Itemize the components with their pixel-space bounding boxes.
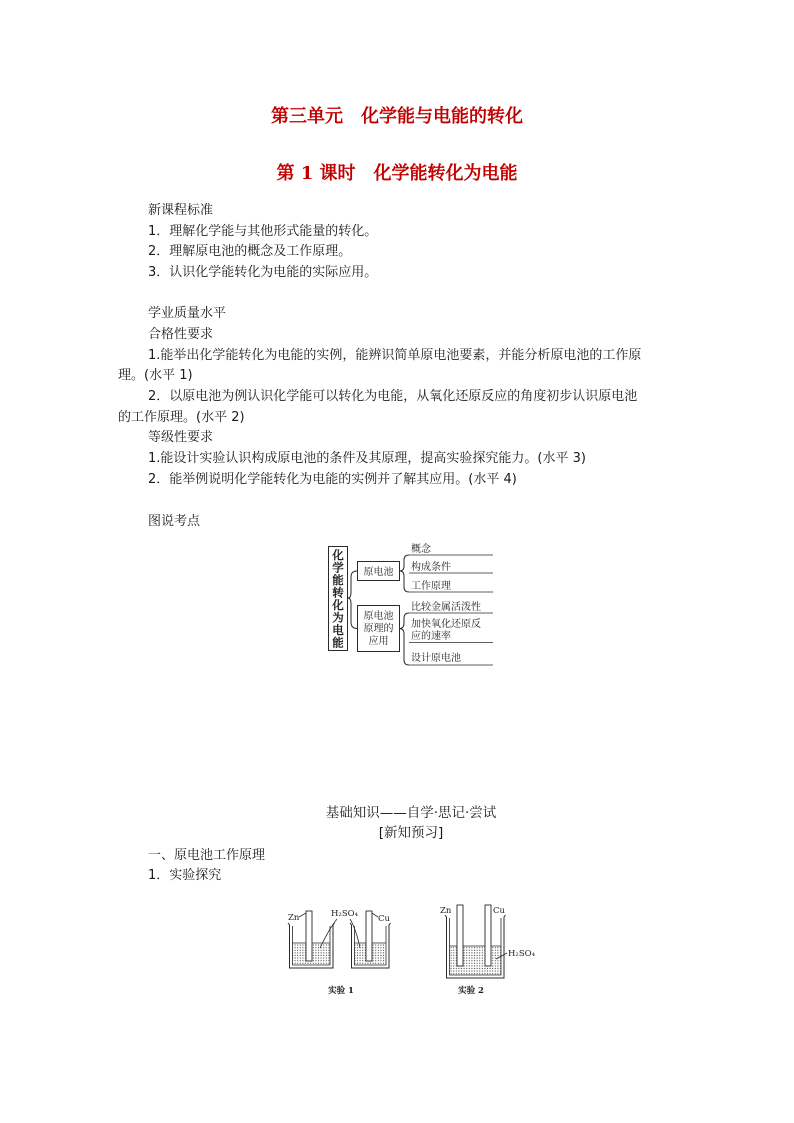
standards-item: 2．理解原电池的概念及工作原理。: [148, 244, 352, 259]
map-item-speed-reaction: 应的速率: [411, 631, 451, 642]
map-item-principle: 工作原理: [411, 581, 451, 592]
lesson-title: 第 1 课时 化学能转化为电能: [276, 163, 518, 184]
zinc-label: Zn: [288, 913, 300, 923]
zinc-leader-line: [299, 913, 306, 917]
branch-label-applications-line: 原电池: [363, 611, 394, 622]
copper-electrode: [485, 905, 491, 966]
concept-map-heading: 图说考点: [148, 514, 201, 529]
foundation-subheading: [新知预习]: [378, 825, 444, 841]
copper-electrode: [366, 911, 372, 961]
pass-requirement-line: 理。(水平 1): [118, 368, 193, 383]
map-item-concept: 概念: [411, 544, 431, 555]
subsection-heading: 1．实验探究: [148, 868, 222, 883]
root-brace: [348, 571, 357, 629]
experiment-1-caption: 实验 1: [328, 986, 354, 996]
grade-requirement-line: 1.能设计实验认识构成原电池的条件及其原理，提高实验探究能力。(水平 3): [148, 451, 586, 466]
sulfuric-acid-label: H₂SO₄: [508, 949, 536, 959]
pass-requirement-line: 1.能举出化学能转化为电能的实例，能辨识简单原电池要素，并能分析原电池的工作原: [148, 348, 642, 363]
copper-label: Cu: [493, 906, 505, 916]
zinc-electrode: [457, 905, 463, 966]
grade-requirements-heading: 等级性要求: [148, 430, 214, 445]
map-item-design-cell: 设计原电池: [411, 653, 461, 664]
quality-heading: 学业质量水平: [148, 306, 227, 321]
branch-label-applications-line: 原理的: [363, 623, 394, 635]
standards-item: 3．认识化学能转化为电能的实际应用。: [148, 265, 378, 280]
branch-label-applications-line: 应用: [368, 636, 389, 647]
experiment-2: [440, 905, 536, 996]
grade-requirement-line: 2．能举例说明化学能转化为电能的实例并了解其应用。(水平 4): [148, 472, 517, 487]
pass-requirements-heading: 合格性要求: [148, 327, 214, 342]
sulfuric-acid-label: H₂SO₄: [331, 909, 359, 919]
concept-root-label: 化学能转化为电能: [331, 548, 345, 649]
section-heading: 一、原电池工作原理: [148, 848, 266, 863]
pass-requirement-line: 2．以原电池为例认识化学能可以转化为电能，从氧化还原反应的角度初步认识原电池: [148, 389, 638, 404]
zinc-electrode: [306, 911, 312, 961]
branch-label-primary-cell: 原电池: [363, 567, 394, 578]
pass-requirement-line: 的工作原理。(水平 2): [118, 410, 245, 425]
foundation-heading: 基础知识——自学·思记·尝试: [325, 805, 497, 821]
branch-brace-primary-cell: [400, 555, 410, 592]
zinc-label: Zn: [440, 906, 452, 916]
experiment-1: [288, 909, 391, 996]
map-item-conditions: 构成条件: [411, 562, 451, 573]
map-item-speed-reaction: 加快氧化还原反: [411, 619, 481, 630]
map-item-compare-activity: 比较金属活泼性: [411, 602, 481, 613]
unit-title: 第三单元 化学能与电能的转化: [271, 106, 523, 127]
experiment-2-caption: 实验 2: [458, 986, 484, 996]
standards-item: 1．理解化学能与其他形式能量的转化。: [148, 224, 378, 239]
copper-label: Cu: [378, 914, 390, 924]
branch-brace-applications: [400, 613, 410, 665]
standards-heading: 新课程标准: [148, 203, 214, 218]
experiment-diagram: [270, 895, 550, 1000]
